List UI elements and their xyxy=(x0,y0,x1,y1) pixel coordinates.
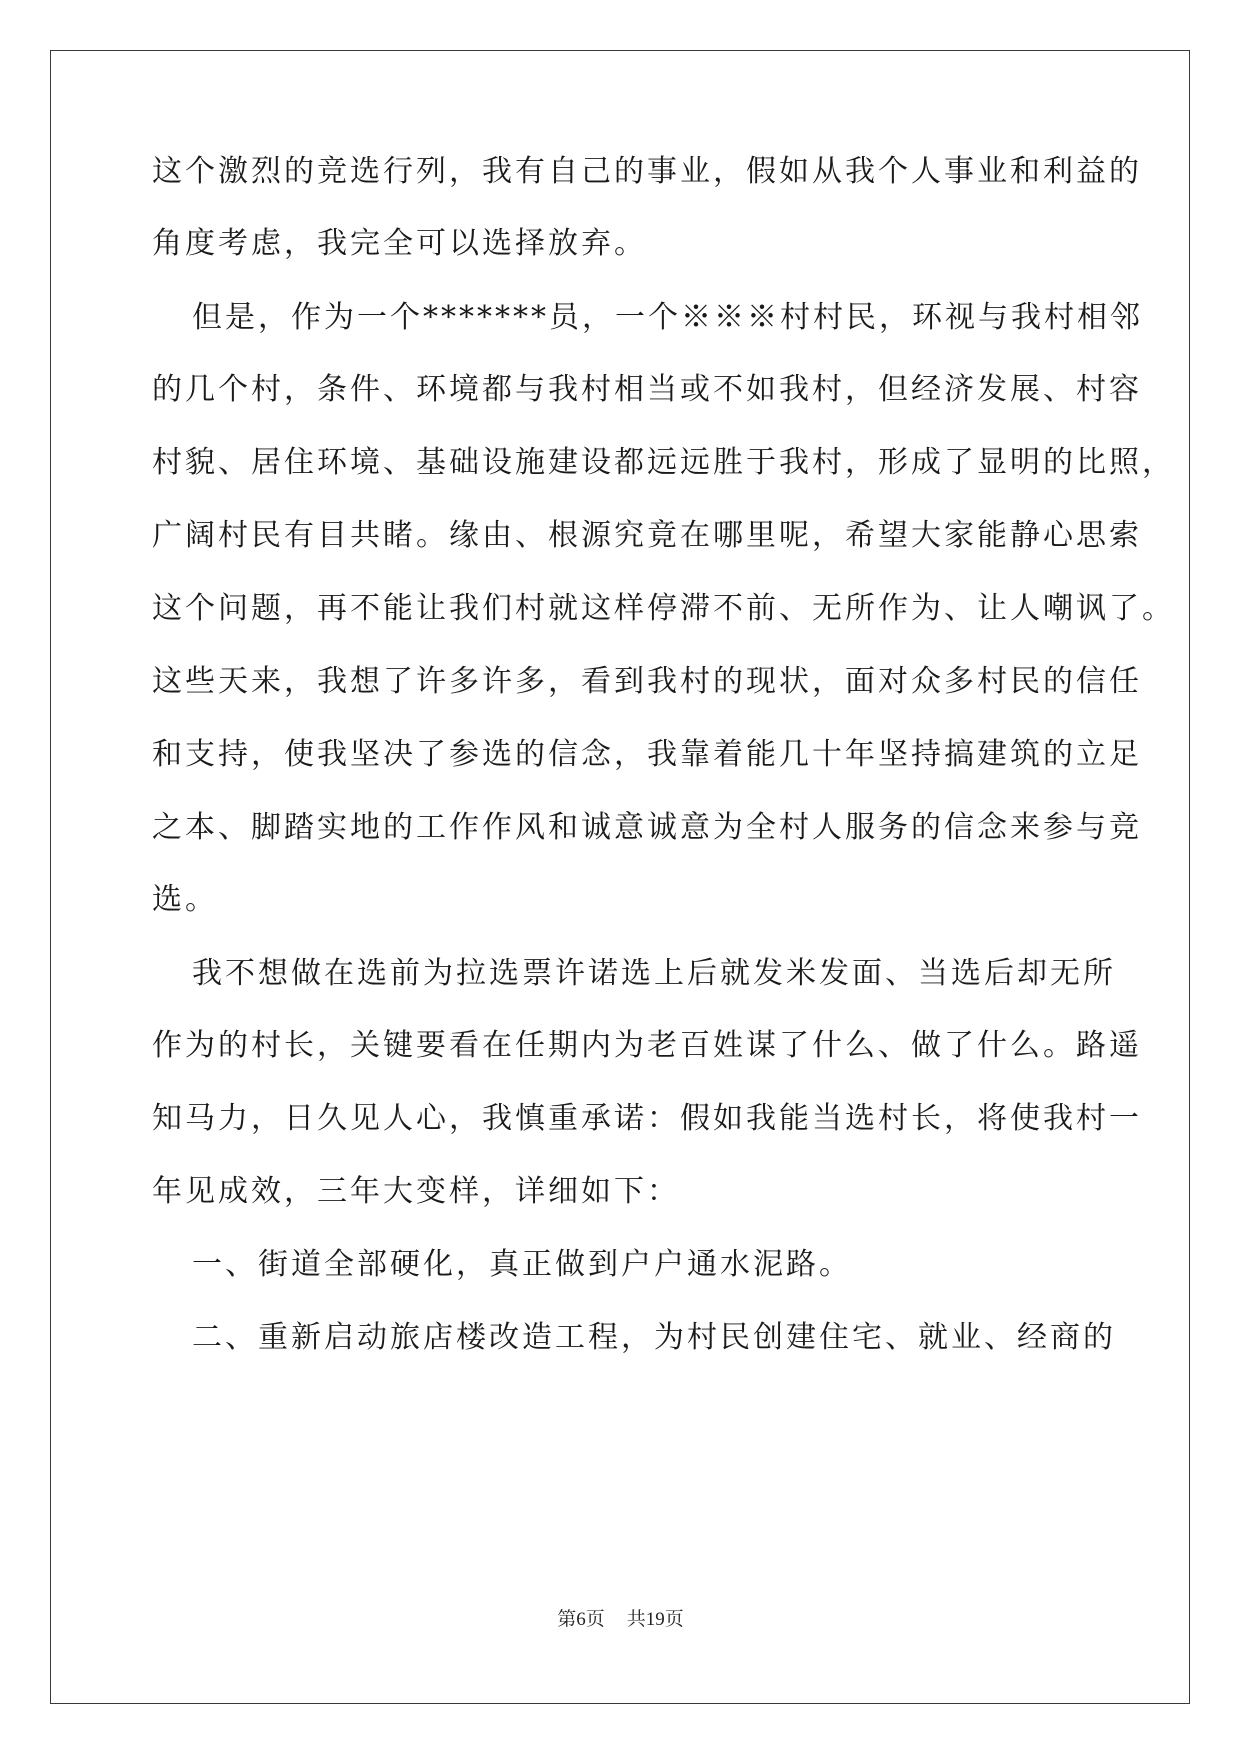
body-line-15: 年见成效，三年大变样，详细如下： xyxy=(152,1174,680,1209)
body-line-3: 但是，作为一个*******员，一个※※※村村民，环视与我村相邻 xyxy=(192,300,1143,335)
body-line-12: 我不想做在选前为拉选票许诺选上后就发米发面、当选后却无所 xyxy=(192,956,1116,991)
body-line-7: 这个问题，再不能让我们村就这样停滞不前、无所作为、让人嘲讽了。 xyxy=(152,591,1175,626)
body-line-6: 广阔村民有目共睹。缘由、根源究竟在哪里呢，希望大家能静心思索 xyxy=(152,518,1142,553)
body-line-1: 这个激烈的竞选行列，我有自己的事业，假如从我个人事业和利益的 xyxy=(152,154,1142,189)
body-line-13: 作为的村长，关键要看在任期内为老百姓谋了什么、做了什么。路遥 xyxy=(152,1028,1142,1063)
page-number: 第6页 xyxy=(557,1609,605,1630)
body-line-10: 之本、脚踏实地的工作作风和诚意诚意为全村人服务的信念来参与竞 xyxy=(152,810,1142,845)
body-line-8: 这些天来，我想了许多许多，看到我村的现状，面对众多村民的信任 xyxy=(152,664,1142,699)
body-line-4: 的几个村，条件、环境都与我村相当或不如我村，但经济发展、村容 xyxy=(152,372,1142,407)
page-footer xyxy=(0,1608,1241,1632)
page-total: 共19页 xyxy=(626,1609,684,1630)
body-line-2: 角度考虑，我完全可以选择放弃。 xyxy=(152,226,647,261)
body-line-9: 和支持，使我坚决了参选的信念，我靠着能几十年坚持搞建筑的立足 xyxy=(152,737,1142,772)
body-line-16: 一、街道全部硬化，真正做到户户通水泥路。 xyxy=(192,1247,852,1282)
body-line-17: 二、重新启动旅店楼改造工程，为村民创建住宅、就业、经商的 xyxy=(192,1320,1116,1355)
body-line-14: 知马力，日久见人心，我慎重承诺：假如我能当选村长，将使我村一 xyxy=(152,1101,1142,1136)
body-line-5: 村貌、居住环境、基础设施建设都远远胜于我村，形成了显明的比照， xyxy=(152,445,1175,480)
body-line-11: 选。 xyxy=(152,882,218,917)
